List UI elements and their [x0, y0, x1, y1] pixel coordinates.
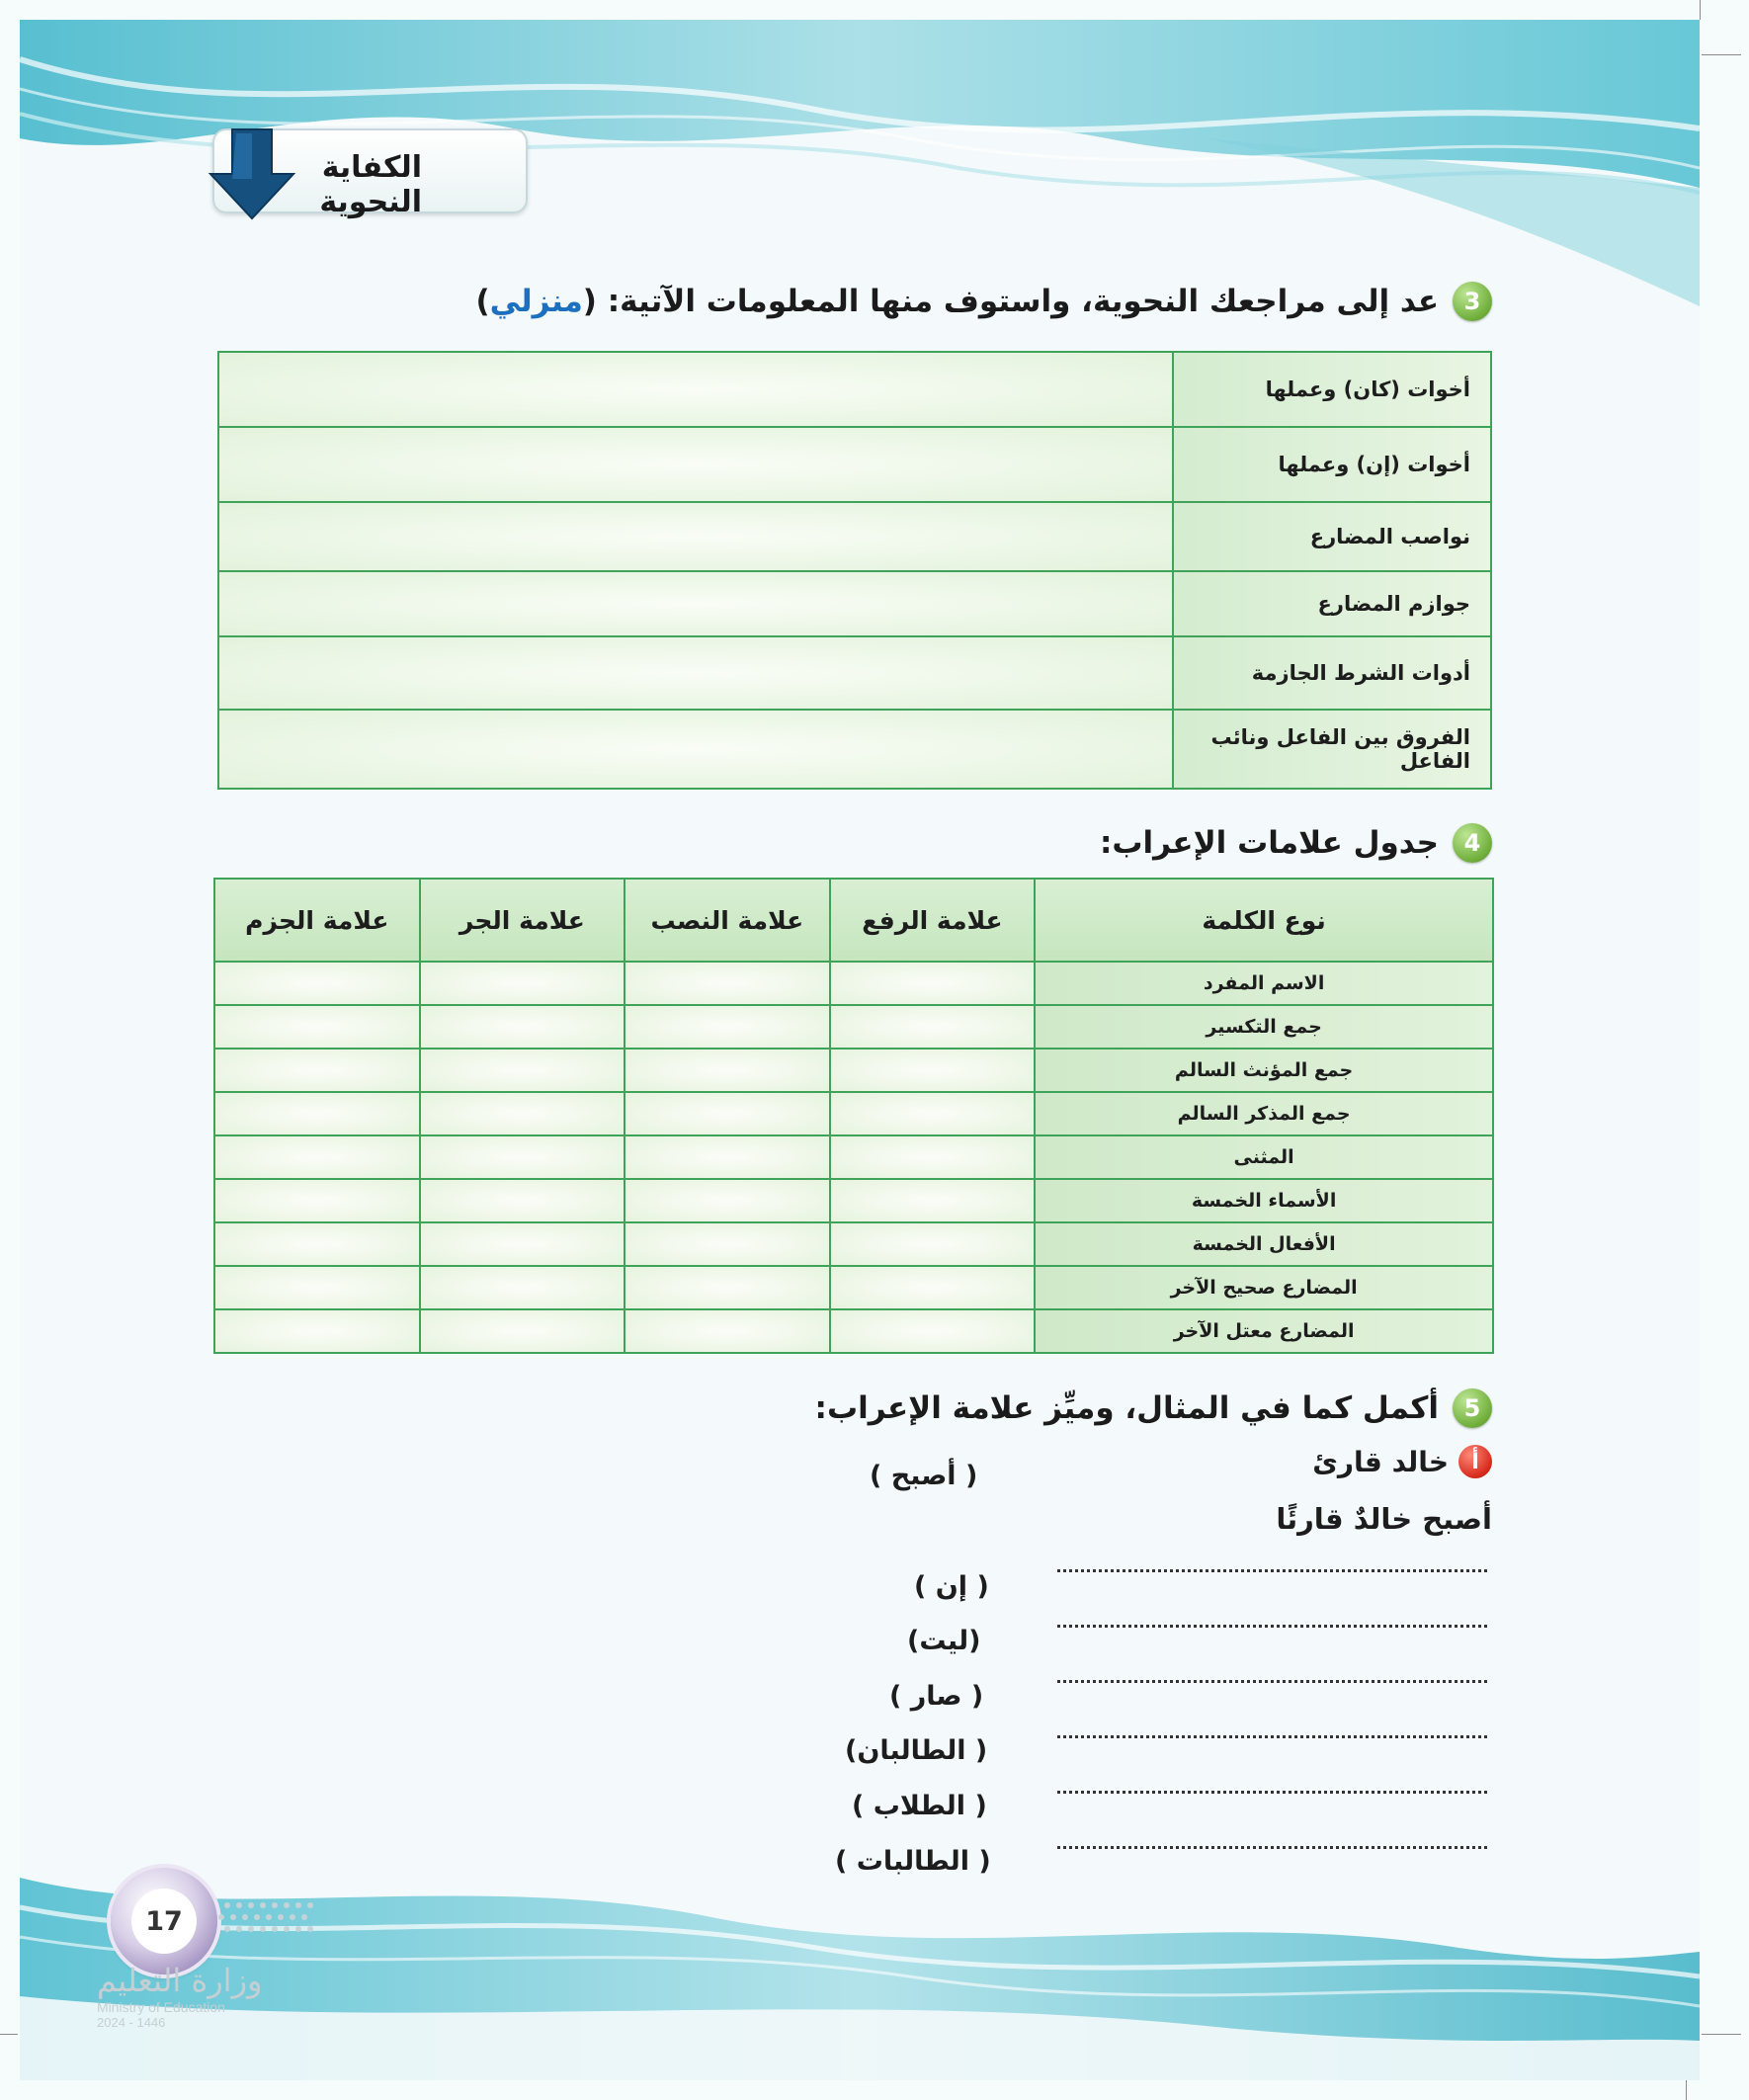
- answer-cell[interactable]: [420, 1049, 625, 1092]
- answer-cell[interactable]: [214, 1135, 420, 1179]
- answer-cell[interactable]: [830, 1092, 1036, 1135]
- answer-cell[interactable]: [830, 1309, 1036, 1353]
- row-label: الأسماء الخمسة: [1035, 1179, 1493, 1222]
- answer-cell[interactable]: [625, 1309, 830, 1353]
- answer-line[interactable]: [1057, 1569, 1487, 1572]
- row-label: الأفعال الخمسة: [1035, 1222, 1493, 1266]
- row-label: جمع المؤنث السالم: [1035, 1049, 1493, 1092]
- table-row: [218, 636, 1491, 710]
- answer-cell[interactable]: [625, 1092, 830, 1135]
- question-number-badge: 3: [1453, 282, 1492, 321]
- answer-cell[interactable]: [830, 1005, 1036, 1049]
- prompt-word: ( إن ): [914, 1571, 989, 1602]
- question-4-heading: [1100, 823, 1492, 863]
- answer-cell[interactable]: [214, 1092, 420, 1135]
- answer-cell[interactable]: [214, 1222, 420, 1266]
- crop-mark: [1700, 0, 1701, 20]
- ministry-logo: [97, 1962, 262, 2030]
- prompt-word: (ليت): [907, 1626, 981, 1656]
- table-row: [218, 427, 1491, 502]
- table-row: [214, 1266, 1493, 1309]
- answer-line[interactable]: [1057, 1846, 1487, 1849]
- table-row: [214, 962, 1493, 1005]
- answer-cell[interactable]: [218, 636, 1173, 710]
- row-label: نواصب المضارع: [1173, 502, 1491, 571]
- answer-line[interactable]: [1057, 1791, 1487, 1794]
- answer-line[interactable]: [1057, 1680, 1487, 1683]
- example-word: ( أصبح ): [870, 1461, 978, 1491]
- answer-cell[interactable]: [420, 962, 625, 1005]
- row-label: المثنى: [1035, 1135, 1493, 1179]
- answer-cell[interactable]: [625, 1266, 830, 1309]
- table-row: [214, 1049, 1493, 1092]
- inflection-table: [213, 878, 1494, 1354]
- page-number: 17: [131, 1889, 197, 1954]
- info-table: [217, 351, 1492, 790]
- table-row: [214, 1309, 1493, 1353]
- row-label: جوازم المضارع: [1173, 571, 1491, 636]
- row-label: أخوات (إن) وعملها: [1173, 427, 1491, 502]
- ministry-name-ar: وزارة التعليم: [97, 1962, 263, 1999]
- q3-close-paren: ): [475, 284, 490, 319]
- answer-line[interactable]: [1057, 1625, 1487, 1628]
- homework-tag: منزلي: [489, 284, 583, 319]
- answer-cell[interactable]: [214, 1309, 420, 1353]
- example-sentence: خالد قارئ: [1312, 1445, 1449, 1478]
- example-a: [1312, 1445, 1492, 1478]
- question-4-text: جدول علامات الإعراب:: [1099, 825, 1439, 861]
- answer-cell[interactable]: [625, 1049, 830, 1092]
- answer-cell[interactable]: [420, 1179, 625, 1222]
- prompt-word: ( الطالبات ): [835, 1846, 991, 1877]
- q3-prompt: عد إلى مراجعك النحوية، واستوف منها المعلومات الآتية: (: [582, 284, 1439, 319]
- answer-cell[interactable]: [420, 1309, 625, 1353]
- answer-cell[interactable]: [830, 1135, 1036, 1179]
- table-row: [214, 1135, 1493, 1179]
- answer-cell[interactable]: [830, 1049, 1036, 1092]
- answer-cell[interactable]: [218, 427, 1173, 502]
- answer-cell[interactable]: [830, 1222, 1036, 1266]
- answer-cell[interactable]: [218, 710, 1173, 789]
- question-number-badge: 5: [1453, 1388, 1492, 1428]
- ministry-name-en: Ministry of Education: [97, 1999, 225, 2015]
- ministry-logo-dots: [217, 1895, 326, 1945]
- answer-cell[interactable]: [214, 962, 420, 1005]
- answer-cell[interactable]: [420, 1266, 625, 1309]
- answer-cell[interactable]: [218, 502, 1173, 571]
- answer-cell[interactable]: [214, 1266, 420, 1309]
- answer-cell[interactable]: [830, 1179, 1036, 1222]
- answer-cell[interactable]: [420, 1135, 625, 1179]
- question-5-heading: [815, 1388, 1492, 1428]
- table-row: [218, 502, 1491, 571]
- question-5-text: أكمل كما في المثال، وميِّز علامة الإعراب:: [814, 1390, 1439, 1426]
- row-label: الفروق بين الفاعل ونائب الفاعل: [1173, 710, 1491, 789]
- question-3-heading: [475, 282, 1492, 321]
- crop-mark: [1686, 2080, 1687, 2100]
- answer-cell[interactable]: [830, 1266, 1036, 1309]
- table-row: [218, 571, 1491, 636]
- section-title: الكفاية النحوية: [319, 150, 422, 219]
- answer-cell[interactable]: [420, 1222, 625, 1266]
- table-row: [214, 1222, 1493, 1266]
- prompt-word: ( الطلاب ): [852, 1791, 987, 1821]
- answer-cell[interactable]: [214, 1005, 420, 1049]
- col-header-jazm: علامة الجزم: [214, 879, 420, 962]
- answer-cell[interactable]: [214, 1179, 420, 1222]
- answer-cell[interactable]: [214, 1049, 420, 1092]
- crop-mark: [0, 2034, 18, 2035]
- edition-year: 2024 - 1446: [97, 2015, 166, 2030]
- row-label: أدوات الشرط الجازمة: [1173, 636, 1491, 710]
- answer-cell[interactable]: [625, 1222, 830, 1266]
- answer-cell[interactable]: [625, 962, 830, 1005]
- row-label: المضارع معتل الآخر: [1035, 1309, 1493, 1353]
- row-label: المضارع صحيح الآخر: [1035, 1266, 1493, 1309]
- table-row: [214, 1092, 1493, 1135]
- crop-mark: [1702, 54, 1741, 55]
- crop-mark: [1702, 2034, 1741, 2035]
- answer-cell[interactable]: [420, 1005, 625, 1049]
- table-header-row: [214, 879, 1493, 962]
- table-row: [214, 1179, 1493, 1222]
- table-row: [218, 352, 1491, 427]
- answer-line[interactable]: [1057, 1735, 1487, 1738]
- answer-cell[interactable]: [420, 1092, 625, 1135]
- row-label: أخوات (كان) وعملها: [1173, 352, 1491, 427]
- row-label: جمع التكسير: [1035, 1005, 1493, 1049]
- page-number-badge: [111, 1868, 217, 1974]
- table-row: [214, 1005, 1493, 1049]
- example-letter-badge: أ: [1458, 1445, 1492, 1478]
- col-header-jarr: علامة الجر: [420, 879, 625, 962]
- example-answer: أصبح خالدٌ قارئًا: [1276, 1502, 1492, 1536]
- table-row: [218, 710, 1491, 789]
- col-header-nasb: علامة النصب: [625, 879, 830, 962]
- col-header-word-type: نوع الكلمة: [1035, 879, 1493, 962]
- question-number-badge: 4: [1453, 823, 1492, 863]
- answer-cell[interactable]: [218, 352, 1173, 427]
- row-label: جمع المذكر السالم: [1035, 1092, 1493, 1135]
- question-3-text: [475, 284, 1439, 319]
- prompt-word: ( الطالبان): [845, 1735, 988, 1766]
- answer-cell[interactable]: [625, 1179, 830, 1222]
- answer-cell[interactable]: [218, 571, 1173, 636]
- section-badge: [212, 128, 528, 219]
- answer-cell[interactable]: [830, 962, 1036, 1005]
- answer-cell[interactable]: [625, 1005, 830, 1049]
- col-header-raf: علامة الرفع: [830, 879, 1036, 962]
- answer-cell[interactable]: [625, 1135, 830, 1179]
- row-label: الاسم المفرد: [1035, 962, 1493, 1005]
- prompt-word: ( صار ): [889, 1681, 984, 1712]
